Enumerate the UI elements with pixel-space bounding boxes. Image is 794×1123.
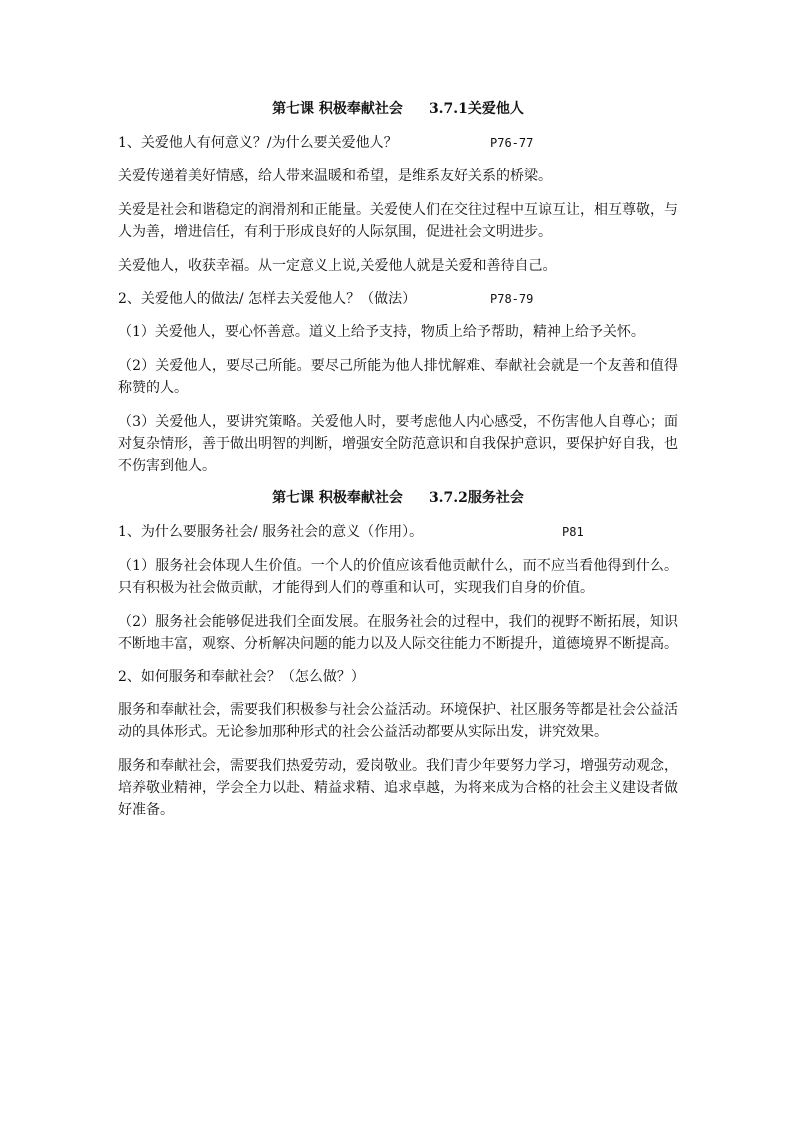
- page-reference: P78-79: [490, 292, 534, 306]
- section-2-lesson: 第七课 积极奉献社会: [272, 490, 403, 506]
- section-1-q2-paragraph-3: （3）关爱他人，要讲究策略。关爱他人时，要考虑他人内心感受，不伤害他人自尊心；面对复杂情形，善于做出明智的判断，增强安全防范意识和自我保护意识，要保护好自我，也不伤害到他人。: [118, 414, 678, 474]
- section-1-topic: 3.7.1关爱他人: [428, 101, 524, 117]
- section-1-question-2: [118, 288, 678, 310]
- section-1-title: [118, 99, 678, 119]
- section-1-q2-paragraph-2: （2）关爱他人，要尽己所能。要尽己所能为他人排忧解难、奉献社会就是一个友善和值得称赞的人。: [118, 358, 678, 396]
- section-2-question-1: [118, 521, 678, 543]
- question-text: 2、如何服务和奉献社会？（怎么做？）: [118, 669, 365, 685]
- section-2-question-2: [118, 666, 678, 688]
- section-2-q1-paragraph-1: （1）服务社会体现人生价值。一个人的价值应该看他贡献什么，而不应当看他得到什么。只有积极为社会做贡献，才能得到人们的尊重和认可，实现我们自身的价值。: [118, 558, 678, 596]
- section-1-q1-paragraph-2: 关爱是社会和谐稳定的润滑剂和正能量。关爱使人们在交往过程中互谅互让，相互尊敬，与人为善，增进信任，有利于形成良好的人际氛围，促进社会文明进步。: [118, 202, 678, 240]
- section-2-q2-paragraph-1: 服务和奉献社会，需要我们积极参与社会公益活动。环境保护、社区服务等都是社会公益活动的具体形式。无论参加那种形式的社会公益活动都要从实际出发，讲究效果。: [118, 702, 678, 740]
- section-1-question-1: [118, 132, 678, 154]
- page-reference: P76-77: [490, 136, 534, 150]
- section-2-q1-paragraph-2: （2）服务社会能够促进我们全面发展。在服务社会的过程中，我们的视野不断拓展，知识不断地丰富，观察、分析解决问题的能力以及人际交往能力不断提升，道德境界不断提高。: [118, 614, 678, 652]
- section-1-lesson: 第七课 积极奉献社会: [272, 101, 403, 117]
- section-2-q2-paragraph-2: 服务和奉献社会，需要我们热爱劳动，爱岗敬业。我们青少年要努力学习，增强劳动观念，培养敬业精神，学会全力以赴、精益求精、追求卓越，为将来成为合格的社会主义建设者做好准备。: [118, 758, 678, 818]
- section-2-title: [118, 488, 678, 508]
- question-text: 2、关爱他人的做法/ 怎样去关爱他人？（做法）: [118, 291, 417, 307]
- section-1-q1-paragraph-1: 关爱传递着美好情感，给人带来温暖和希望，是维系友好关系的桥梁。: [118, 168, 552, 184]
- page-reference: P81: [562, 525, 584, 539]
- section-2-topic: 3.7.2服务社会: [428, 490, 524, 506]
- section-1-q2-paragraph-1: （1）关爱他人，要心怀善意。道义上给予支持，物质上给予帮助，精神上给予关怀。: [118, 324, 645, 340]
- question-text: 1、关爱他人有何意义？/为什么要关爱他人？: [118, 135, 398, 151]
- question-text: 1、为什么要服务社会/ 服务社会的意义（作用）。: [118, 524, 424, 540]
- section-1-q1-paragraph-3: 关爱他人，收获幸福。从一定意义上说,关爱他人就是关爱和善待自己。: [118, 258, 557, 274]
